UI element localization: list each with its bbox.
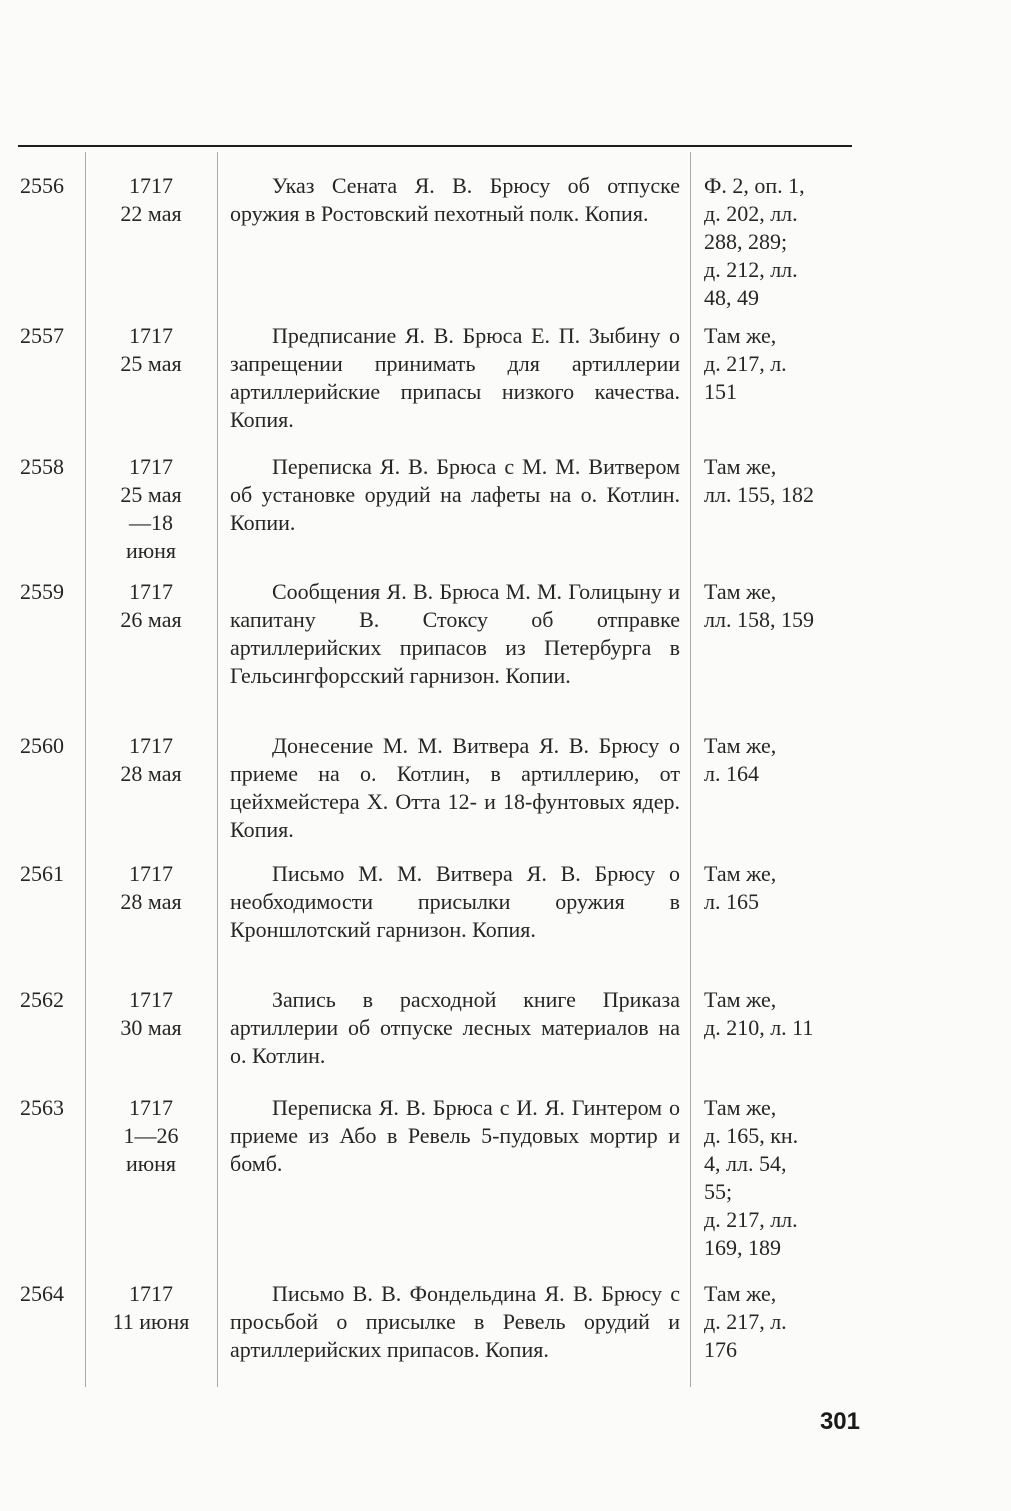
entry-reference: Там же, лл. 155, 182 <box>704 454 814 507</box>
entry-date: 1717 1—26 июня <box>123 1095 179 1176</box>
entry-number: 2563 <box>20 1095 64 1120</box>
entry-description: Письмо В. В. Фондельдина Я. В. Брюсу с просьбой о присылке в Ревель орудий и артиллерийских припасов. Копия. <box>230 1281 680 1362</box>
page-number: 301 <box>819 1408 860 1435</box>
column-divider-description <box>690 152 691 1387</box>
entry-date: 1717 11 июня <box>112 1281 190 1334</box>
entry-date: 1717 28 мая <box>120 733 182 786</box>
entry-reference: Там же, л. 164 <box>704 733 777 786</box>
entry-description: Донесение М. М. Витвера Я. В. Брюсу о приеме на о. Котлин, в артиллерию, от цейхмейстера Х. Отта 12- и 18-фунтовых ядер. Копия. <box>230 733 680 842</box>
column-divider-number <box>85 152 86 1387</box>
entry-date: 1717 30 мая <box>120 987 182 1040</box>
entry-reference: Там же, д. 217, л. 151 <box>704 323 787 404</box>
entry-description: Сообщения Я. В. Брюса М. М. Голицыну и капитану В. Стоксу об отправке артиллерийских припасов из Петербурга в Гельсингфорсский гарнизон. Копии. <box>230 579 680 688</box>
entry-number: 2562 <box>20 987 64 1012</box>
entry-reference: Там же, л. 165 <box>704 861 777 914</box>
entry-description: Переписка Я. В. Брюса с М. М. Витвером об установке орудий на лафеты на о. Котлин. Копии. <box>230 454 680 535</box>
entry-reference: Там же, д. 165, кн. 4, лл. 54, 55; д. 217, лл. 169, 189 <box>704 1095 799 1260</box>
entry-number: 2556 <box>20 173 64 198</box>
entry-reference: Ф. 2, оп. 1, д. 202, лл. 288, 289; д. 212, лл. 48, 49 <box>704 173 805 310</box>
table-top-rule <box>18 145 852 147</box>
column-divider-date <box>217 152 218 1387</box>
entry-reference: Там же, лл. 158, 159 <box>704 579 814 632</box>
entry-number: 2564 <box>20 1281 64 1306</box>
entry-date: 1717 25 мая —18 июня <box>120 454 182 563</box>
entry-date: 1717 22 мая <box>120 173 182 226</box>
entry-number: 2557 <box>20 323 64 348</box>
entry-number: 2558 <box>20 454 64 479</box>
entry-reference: Там же, д. 217, л. 176 <box>704 1281 787 1362</box>
entry-date: 1717 25 мая <box>120 323 182 376</box>
entry-date: 1717 26 мая <box>120 579 182 632</box>
entry-description: Переписка Я. В. Брюса с И. Я. Гинтером о приеме из Або в Ревель 5-пудовых мортир и бомб. <box>230 1095 680 1176</box>
entry-description: Предписание Я. В. Брюса Е. П. Зыбину о запрещении принимать для артиллерии артиллерийские припасы низкого качества. Копия. <box>230 323 680 432</box>
entry-number: 2561 <box>20 861 64 886</box>
entry-date: 1717 28 мая <box>120 861 182 914</box>
entry-description: Указ Сената Я. В. Брюсу об отпуске оружия в Ростовский пехотный полк. Копия. <box>230 173 680 226</box>
entry-number: 2560 <box>20 733 64 758</box>
entry-description: Запись в расходной книге Приказа артиллерии об отпуске лесных материалов на о. Котлин. <box>230 987 680 1068</box>
entry-number: 2559 <box>20 579 64 604</box>
entry-reference: Там же, д. 210, л. 11 <box>704 987 814 1040</box>
entry-description: Письмо М. М. Витвера Я. В. Брюсу о необходимости присылки оружия в Кроншлотский гарнизон. Копия. <box>230 861 680 942</box>
